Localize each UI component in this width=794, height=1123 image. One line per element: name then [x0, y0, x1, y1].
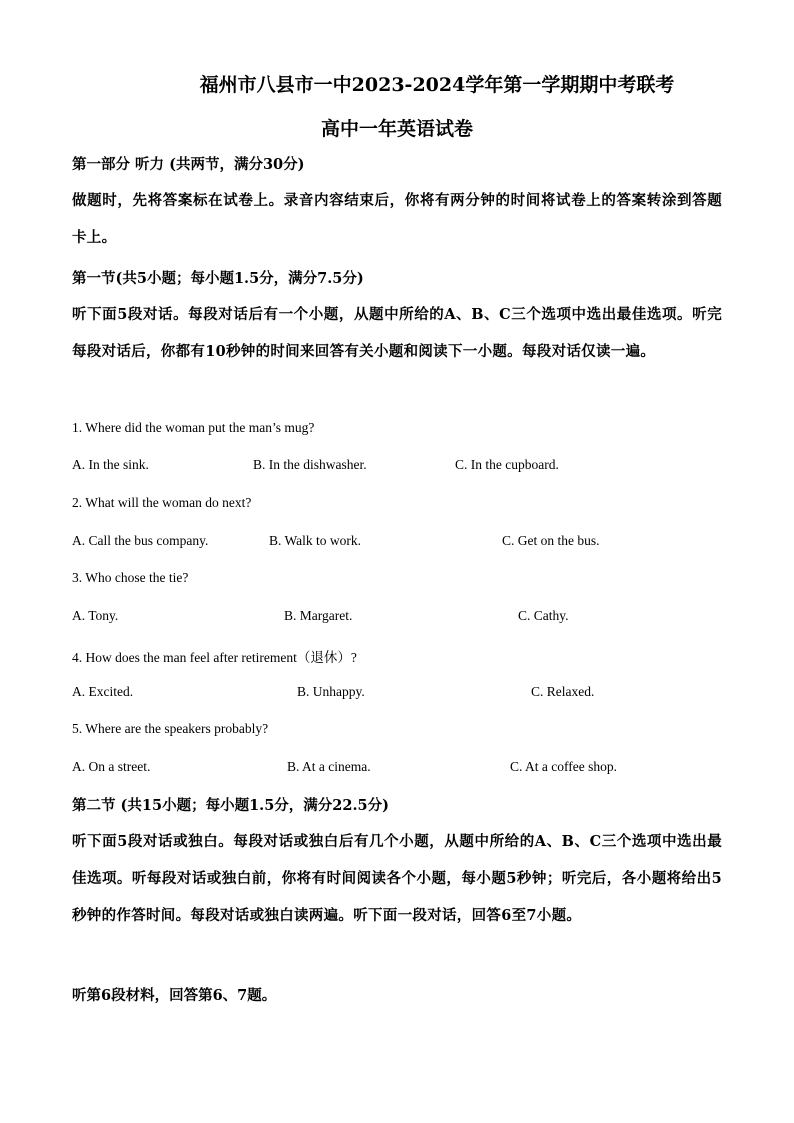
q2-option-b: B. Walk to work. [269, 533, 362, 548]
question-4: 4. How does the man feel after retirement（退休）? [72, 650, 357, 665]
exam-subtitle: 高中一年英语试卷 [320, 118, 473, 140]
q1-option-a: A. In the sink. [72, 457, 149, 472]
section2-heading: 第二节 (共15小题；每小题1.5分，满分22.5分) [72, 797, 389, 814]
part1-instruction: 做题时，先将答案标在试卷上。录音内容结束后，你将有两分钟的时间将试卷上的答案转涂到答题卡上。 [72, 192, 722, 246]
section2-instruction: 听下面5段对话或独白。每段对话或独白后有几个小题，从题中所给的A、B、C三个选项中选出最佳选项。听每段对话或独白前，你将有时间阅读各个小题，每小题5秒钟；听完后，各小题将给出5秒钟的作答时间。每段对话或独白读两遍。听下面一段对话，回答6至7小题。 [72, 833, 722, 924]
q3-option-c: C. Cathy. [518, 608, 569, 623]
q2-option-a: A. Call the bus company. [72, 533, 209, 548]
q5-option-b: B. At a cinema. [287, 759, 371, 774]
section1-heading: 第一节(共5小题；每小题1.5分，满分7.5分) [72, 270, 364, 287]
q4-option-c: C. Relaxed. [531, 684, 595, 699]
q1-option-b: B. In the dishwasher. [253, 457, 367, 472]
question-5: 5. Where are the speakers probably? [72, 721, 269, 736]
section1-instruction: 听下面5段对话。每段对话后有一个小题，从题中所给的A、B、C三个选项中选出最佳选项。听完每段对话后，你都有10秒钟的时间来回答有关小题和阅读下一小题。每段对话仅读一遍。 [72, 306, 722, 360]
q3-option-b: B. Margaret. [284, 608, 353, 623]
question-2: 2. What will the woman do next? [72, 495, 252, 510]
q2-option-c: C. Get on the bus. [502, 533, 600, 548]
q4-option-a: A. Excited. [72, 684, 134, 699]
q5-option-c: C. At a coffee shop. [510, 759, 617, 774]
question-3: 3. Who chose the tie? [72, 570, 189, 585]
q1-option-c: C. In the cupboard. [455, 457, 559, 472]
q5-option-a: A. On a street. [72, 759, 151, 774]
exam-title: 福州市八县市一中2023-2024学年第一学期期中考联考 [199, 74, 675, 96]
q4-option-b: B. Unhappy. [297, 684, 365, 699]
question-1: 1. Where did the woman put the man’s mug? [72, 420, 315, 435]
material-6-instruction: 听第6段材料，回答第6、7题。 [72, 987, 277, 1004]
part1-heading: 第一部分 听力 (共两节，满分30分) [72, 156, 305, 173]
q3-option-a: A. Tony. [72, 608, 119, 623]
